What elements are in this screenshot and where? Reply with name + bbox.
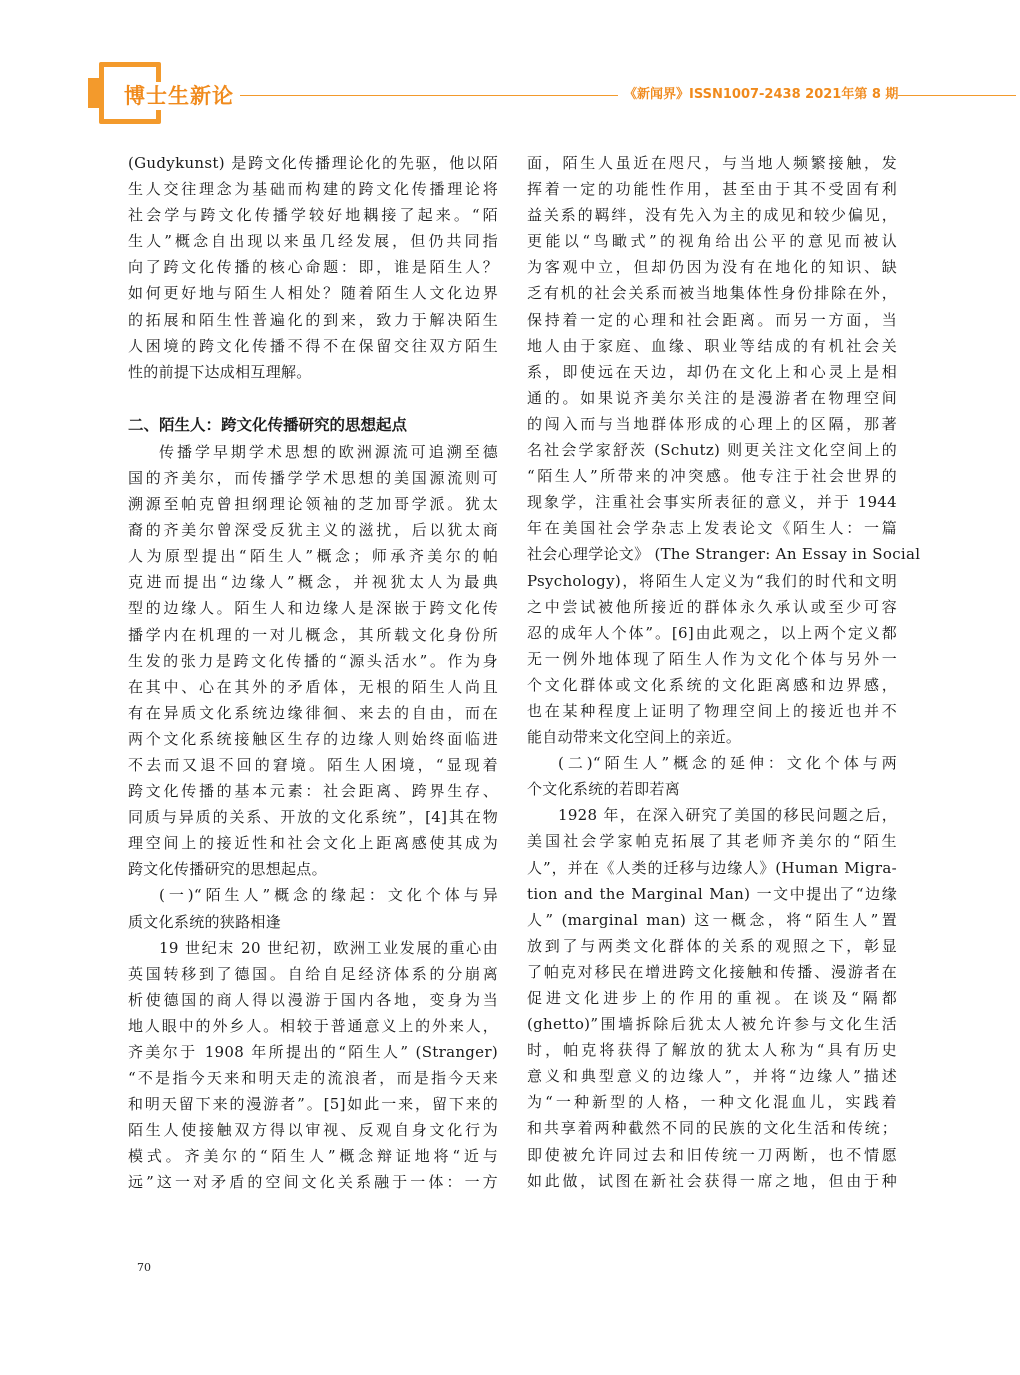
text-line: 向了跨文化传播的核心命题：即，谁是陌生人？ (128, 258, 498, 277)
text-line: 为“一种新型的人格，一种文化混血儿，实践着 (527, 1093, 897, 1112)
text-line: 析使德国的商人得以漫游于国内各地，变身为当 (128, 990, 498, 1009)
text-line: 人为原型提出“陌生人”概念；师承齐美尔的帕 (128, 547, 498, 566)
text-line: 的闯入而与当地群体形成的心理上的区隔，那著 (527, 414, 897, 433)
text-line: 如何更好地与陌生人相处？随着陌生人文化边界 (128, 284, 498, 303)
text-line: 益关系的羁绊，没有先入为主的成见和较少偏见， (527, 206, 897, 225)
text-line: 生发的张力是跨文化传播的“源头活水”。作为身 (128, 651, 498, 670)
text-line: 挥着一定的功能性作用，甚至由于其不受固有利 (527, 180, 897, 199)
page-number: 70 (137, 1261, 151, 1274)
subsection-heading-1 (128, 882, 498, 934)
text-line: 个文化群体或文化系统的文化距离感和边界感， (527, 675, 897, 694)
text-line: 同质与异质的关系、开放的文化系统”，[4]其在物 (128, 808, 498, 827)
text-line: 现象学，注重社会事实所表征的意义，并于 1944 (527, 493, 897, 512)
text-line: 时，帕克将获得了解放的犹太人称为“具有历史 (527, 1041, 897, 1060)
text-line: 型的边缘人。陌生人和边缘人是深嵌于跨文化传 (128, 599, 498, 618)
header-rule-right (898, 95, 1016, 96)
subsection-heading-2 (527, 750, 897, 802)
text-line: “不是指今天来和明天走的流浪者，而是指今天来 (128, 1069, 498, 1088)
text-line: 和共享着两种截然不同的民族的文化生活和传统； (527, 1119, 897, 1138)
subsection-paragraph-1 (128, 935, 498, 1196)
text-line: 1928 年，在深入研究了美国的移民问题之后， (558, 806, 897, 825)
text-line: 有在异质文化系统边缘徘徊、来去的自由，而在 (128, 703, 498, 722)
text-line: 通的。如果说齐美尔关注的是漫游者在物理空间 (527, 388, 897, 407)
text-line: 克进而提出“边缘人”概念，并视犹太人为最典 (128, 573, 498, 592)
text-line: 生人”概念自出现以来虽几经发展，但仍共同指 (128, 232, 498, 251)
section-heading: 二、陌生人：跨文化传播研究的思想起点 (128, 415, 408, 434)
text-line: 性的前提下达成相互理解。 (128, 362, 312, 381)
text-line: 地人眼中的外乡人。相较于普通意义上的外来人， (128, 1016, 498, 1035)
right-column (527, 150, 921, 1194)
text-line: “陌生人”所带来的冲突感。他专注于社会世界的 (527, 467, 897, 486)
text-line: 两个文化系统接触区生存的边缘人则始终面临进 (128, 729, 498, 748)
text-line: 了帕克对移民在增进跨文化接触和传播、漫游者在 (527, 962, 897, 981)
text-line: 忍的成年人个体”。[6]由此观之，以上两个定义都 (527, 623, 897, 642)
text-line: 传播学早期学术思想的欧洲源流可追溯至德 (159, 442, 498, 461)
text-line: 齐美尔于 1908 年所提出的“陌生人” (Stranger) (128, 1043, 498, 1061)
text-line: 远”这一对矛盾的空间文化关系融于一体：一方 (128, 1173, 498, 1192)
text-line: 为客观中立，但却仍因为没有在地化的知识、缺 (527, 258, 897, 277)
text-line: 地人由于家庭、血缘、职业等结成的有机社会关 (527, 336, 897, 355)
text-line: 跨文化传播的基本元素：社会距离、跨界生存、 (128, 782, 498, 801)
text-line: 意义和典型意义的边缘人”，并将“边缘人”描述 (527, 1067, 897, 1086)
text-line: 播学内在机理的一对儿概念，其所载文化身份所 (128, 625, 498, 644)
text-line: 人” (marginal man) 这一概念，将“陌生人”置 (527, 910, 897, 929)
text-line: 年在美国社会学杂志上发表论文《陌生人：一篇 (527, 519, 897, 538)
text-line: 社会心理学论文》 (The Stranger: An Essay in Social (527, 545, 921, 564)
text-line: 质文化系统的狭路相逢 (128, 912, 282, 931)
text-line: 人”，并在《人类的迁移与边缘人》(Human Migra- (527, 858, 897, 877)
text-line: 模式。齐美尔的“陌生人”概念辩证地将“近与 (128, 1147, 498, 1166)
header-rule-left (232, 95, 618, 96)
left-column (128, 150, 498, 1196)
section-paragraph (128, 439, 498, 883)
text-line: 乏有机的社会关系而被当地集体性身份排除在外， (527, 284, 897, 303)
text-line: (二)“陌生人”概念的延伸：文化个体与两 (558, 754, 897, 773)
text-line: 保持着一定的心理和社会距离。而另一方面，当 (527, 310, 897, 329)
text-line: 理空间上的接近性和社会文化上距离感使其成为 (128, 834, 498, 853)
column-name: 博士生新论 (122, 82, 240, 110)
text-line: 在其中、心在其外的矛盾体，无根的陌生人尚且 (128, 677, 498, 696)
text-line: 跨文化传播研究的思想起点。 (128, 860, 327, 879)
text-line: tion and the Marginal Man) 一文中提出了“边缘 (527, 884, 897, 903)
text-line: 能自动带来文化空间上的亲近。 (527, 728, 742, 747)
text-line: 陌生人使接触双方得以审视、反观自身文化行为 (128, 1121, 498, 1140)
text-line: 之中尝试被他所接近的群体永久承认或至少可容 (527, 597, 897, 616)
text-line: 裔的齐美尔曾深受反犹主义的滋扰，后以犹太商 (128, 521, 498, 540)
intro-paragraph (128, 150, 498, 385)
text-line: 和明天留下来的漫游者”。[5]如此一来，留下来的 (128, 1095, 498, 1114)
text-line: 19 世纪末 20 世纪初，欧洲工业发展的重心由 (159, 938, 498, 957)
text-line: 无一例外地体现了陌生人作为文化个体与另外一 (527, 649, 897, 668)
text-line: 的拓展和陌生性普遍化的到来，致力于解决陌生 (128, 310, 498, 329)
text-line: 促进文化进步上的作用的重视。在谈及“隔都 (527, 989, 897, 1007)
text-line: (一)“陌生人”概念的缘起：文化个体与异 (159, 886, 498, 905)
text-line: 国的齐美尔，而传播学学术思想的美国源流则可 (128, 468, 498, 487)
text-line: 即使被允许同过去和旧传统一刀两断，也不情愿 (527, 1145, 897, 1164)
text-line: 社会学与跨文化传播学较好地耦接了起来。“陌 (128, 206, 498, 225)
logo-mark (88, 78, 100, 108)
continued-paragraph (527, 150, 921, 750)
text-line: (ghetto)”围墙拆除后犹太人被允许参与文化生活 (527, 1015, 897, 1034)
text-line: 不去而又退不回的窘境。陌生人困境，“显现着 (128, 755, 498, 774)
text-line: (Gudykunst) 是跨文化传播理论化的先驱，他以陌 (128, 154, 498, 172)
text-line: 人困境的跨文化传播不得不在保留交往双方陌生 (128, 336, 498, 355)
text-line: 也在某种程度上证明了物理空间上的接近也并不 (527, 701, 897, 720)
text-line: 英国转移到了德国。自给自足经济体系的分崩离 (128, 964, 498, 983)
text-line: 如此做，试图在新社会获得一席之地，但由于种 (527, 1171, 897, 1190)
text-line: 个文化系统的若即若离 (527, 780, 681, 799)
text-line: 系，即使远在天边，却仍在文化上和心灵上是相 (527, 362, 897, 381)
text-line: 名社会学家舒茨 (Schutz) 则更关注文化空间上的 (527, 441, 897, 460)
text-line: 溯源至帕克曾担纲理论领袖的芝加哥学派。犹太 (128, 495, 498, 514)
text-line: 面，陌生人虽近在咫尺，与当地人频繁接触，发 (527, 154, 897, 172)
text-line: Psychology)，将陌生人定义为“我们的时代和文明 (527, 571, 897, 590)
text-line: 美国社会学家帕克拓展了其老师齐美尔的“陌生 (527, 832, 897, 851)
subsection-paragraph-2 (527, 802, 897, 1193)
text-line: 放到了与两类文化群体的关系的观照之下，彰显 (527, 936, 897, 955)
text-line: 更能以“鸟瞰式”的视角给出公平的意见而被认 (527, 232, 897, 251)
journal-info: 《新闻界》ISSN1007-2438 2021年第 8 期 (624, 87, 899, 102)
text-line: 生人交往理念为基础而构建的跨文化传播理论将 (128, 180, 498, 199)
